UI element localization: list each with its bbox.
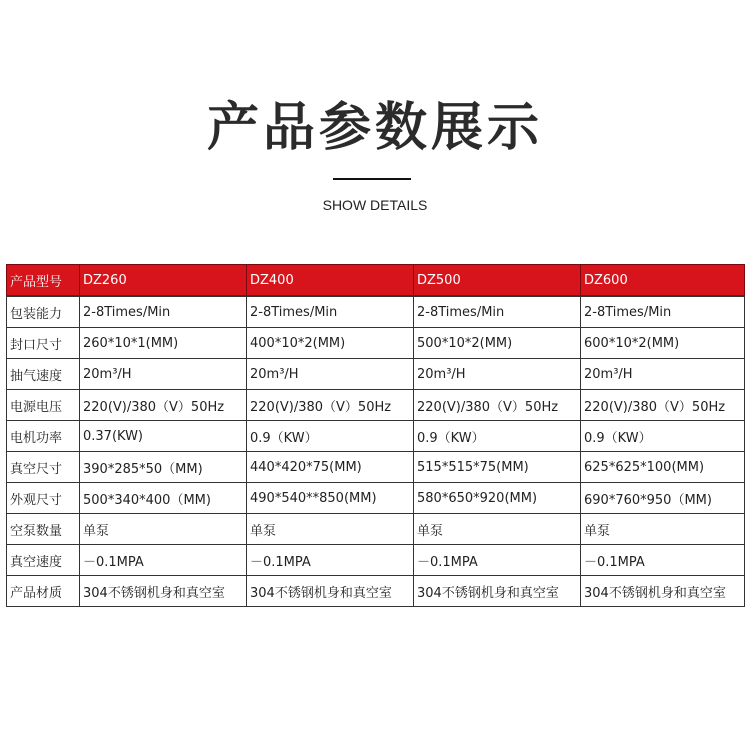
cell-value: 2-8Times/Min [80, 296, 247, 328]
cell-value: 20m³/H [247, 359, 414, 390]
row-label: 空泵数量 [7, 514, 80, 545]
cell-value: 515*515*75(MM) [414, 452, 581, 483]
page-title: 产品参数展示 [206, 98, 543, 158]
row-label: 产品材质 [7, 576, 80, 607]
cell-value: 单泵 [414, 514, 581, 545]
table-row [7, 296, 745, 328]
row-label: 外观尺寸 [7, 483, 80, 514]
cell-value: 260*10*1(MM) [80, 328, 247, 359]
table-row [7, 359, 745, 390]
cell-value: 220(V)/380（V）50Hz [414, 390, 581, 421]
table-row [7, 576, 745, 607]
cell-value: 500*340*400（MM) [80, 483, 247, 514]
table-row [7, 452, 745, 483]
row-label: 真空尺寸 [7, 452, 80, 483]
cell-value: 390*285*50（MM) [80, 452, 247, 483]
table-row [7, 514, 745, 545]
cell-value: 单泵 [581, 514, 745, 545]
cell-value: 20m³/H [414, 359, 581, 390]
table-row [7, 421, 745, 452]
cell-value: －0.1MPA [581, 545, 745, 576]
cell-value: 0.9（KW） [581, 421, 745, 452]
table-row [7, 328, 745, 359]
cell-value: －0.1MPA [247, 545, 414, 576]
title-underline [333, 178, 411, 180]
model-name: DZ500 [414, 265, 581, 297]
cell-value: 0.37(KW) [80, 421, 247, 452]
page-subtitle: SHOW DETAILS [322, 197, 428, 213]
spec-table [6, 264, 745, 607]
row-label: 真空速度 [7, 545, 80, 576]
cell-value: 304不锈钢机身和真空室 [80, 576, 247, 607]
table-header-row [7, 265, 745, 297]
cell-value: 400*10*2(MM) [247, 328, 414, 359]
row-label: 包装能力 [7, 296, 80, 328]
cell-value: －0.1MPA [80, 545, 247, 576]
row-label: 抽气速度 [7, 359, 80, 390]
cell-value: 304不锈钢机身和真空室 [581, 576, 745, 607]
cell-value: 2-8Times/Min [414, 296, 581, 328]
row-label: 封口尺寸 [7, 328, 80, 359]
header-label: 产品型号 [7, 265, 80, 297]
cell-value: 0.9（KW） [414, 421, 581, 452]
row-label: 电机功率 [7, 421, 80, 452]
cell-value: 440*420*75(MM) [247, 452, 414, 483]
model-name: DZ400 [247, 265, 414, 297]
cell-value: －0.1MPA [414, 545, 581, 576]
cell-value: 690*760*950（MM) [581, 483, 745, 514]
cell-value: 490*540**850(MM) [247, 483, 414, 514]
model-name: DZ260 [80, 265, 247, 297]
cell-value: 单泵 [247, 514, 414, 545]
cell-value: 单泵 [80, 514, 247, 545]
table-row [7, 390, 745, 421]
cell-value: 2-8Times/Min [581, 296, 745, 328]
cell-value: 625*625*100(MM) [581, 452, 745, 483]
table-row [7, 545, 745, 576]
cell-value: 220(V)/380（V）50Hz [581, 390, 745, 421]
cell-value: 220(V)/380（V）50Hz [80, 390, 247, 421]
cell-value: 580*650*920(MM) [414, 483, 581, 514]
cell-value: 304不锈钢机身和真空室 [414, 576, 581, 607]
cell-value: 500*10*2(MM) [414, 328, 581, 359]
model-name: DZ600 [581, 265, 745, 297]
table-row [7, 483, 745, 514]
cell-value: 304不锈钢机身和真空室 [247, 576, 414, 607]
cell-value: 2-8Times/Min [247, 296, 414, 328]
cell-value: 600*10*2(MM) [581, 328, 745, 359]
cell-value: 0.9（KW） [247, 421, 414, 452]
cell-value: 220(V)/380（V）50Hz [247, 390, 414, 421]
cell-value: 20m³/H [581, 359, 745, 390]
cell-value: 20m³/H [80, 359, 247, 390]
row-label: 电源电压 [7, 390, 80, 421]
